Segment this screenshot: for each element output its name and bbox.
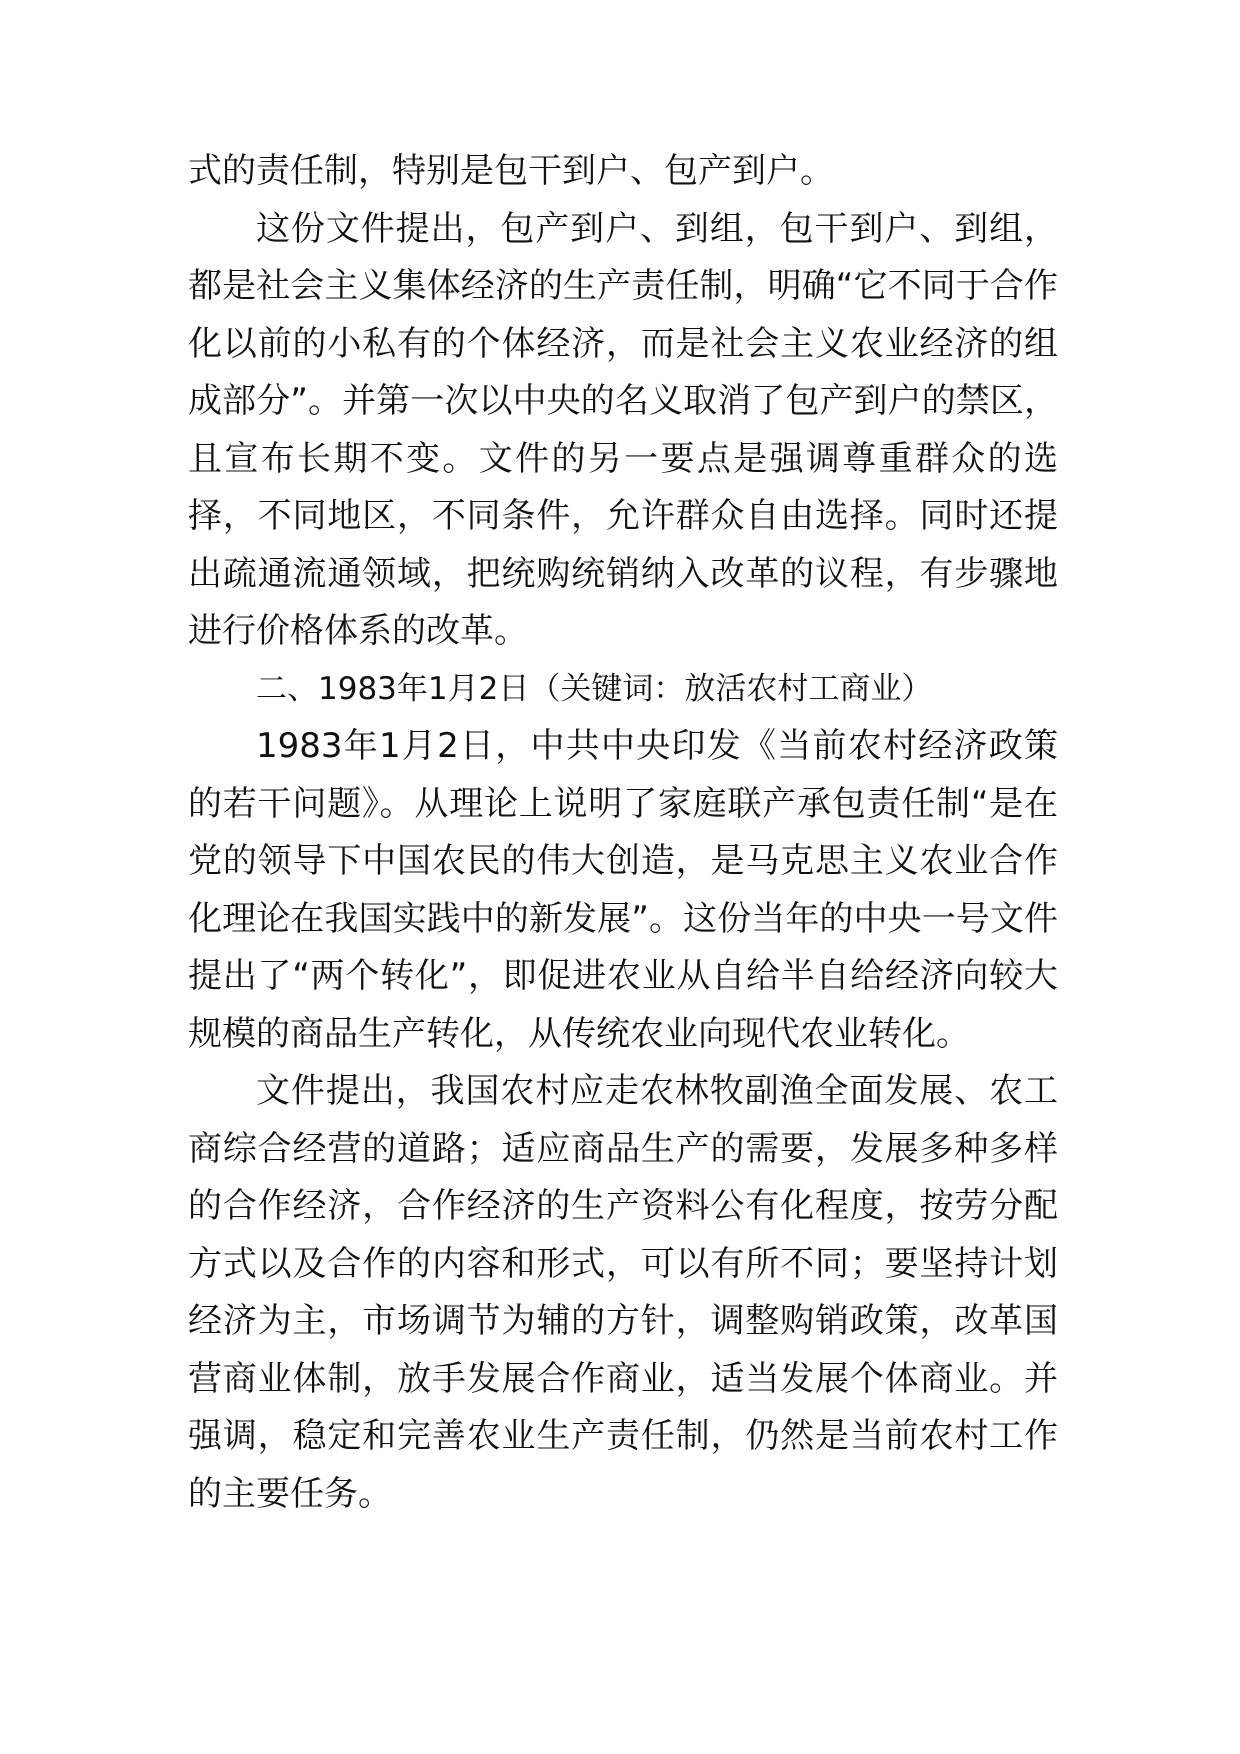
paragraph-1983-document: 1983年1月2日，中共中央印发《当前农村经济政策的若干问题》。从理论上说明了家庭联产承包责任制“是在党的领导下中国农民的伟大创造，是马克思主义农业合作化理论在我国实践中的新发展”。这份当年的中央一号文件提出了“两个转化”，即促进农业从自给半自给经济向较大规模的商品生产转化，从传统农业向现代农业转化。	[188, 726, 1058, 1054]
section-heading: 二、1983年1月2日（关键词：放活农村工商业）	[256, 670, 933, 707]
paragraph-policy-details: 文件提出，我国农村应走农林牧副渔全面发展、农工商综合经营的道路；适应商品生产的需要，发展多种多样的合作经济，合作经济的生产资料公有化程度，按劳分配方式以及合作的内容和形式，可以有所不同；要坚持计划经济为主，市场调节为辅的方针，调整购销政策，改革国营商业体制，放手发展合作商业，适当发展个体商业。并强调，稳定和完善农业生产责任制，仍然是当前农村工作的主要任务。	[188, 1071, 1058, 1514]
document-body	[188, 143, 1058, 1523]
paragraph-document-summary: 这份文件提出，包产到户、到组，包干到户、到组，都是社会主义集体经济的生产责任制，明确“它不同于合作化以前的小私有的个体经济，而是社会主义农业经济的组成部分”。并第一次以中央的名义取消了包产到户的禁区，且宣布长期不变。文件的另一要点是强调尊重群众的选择，不同地区，不同条件，允许群众自由选择。同时还提出疏通流通领域，把统购统销纳入改革的议程，有步骤地进行价格体系的改革。	[188, 208, 1058, 651]
paragraph-continuation: 式的责任制，特别是包干到户、包产到户。	[188, 151, 834, 191]
